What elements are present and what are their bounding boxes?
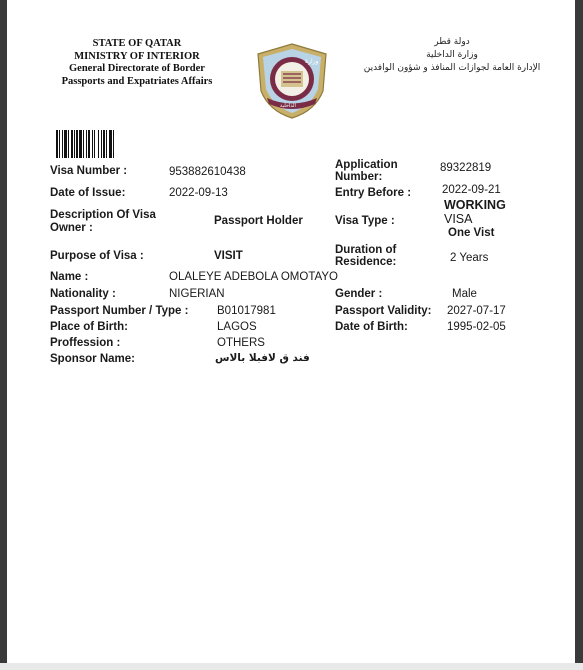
barcode-bar bbox=[88, 130, 90, 158]
application-number-label-1: Application bbox=[335, 159, 398, 171]
header-left-english bbox=[57, 38, 217, 88]
barcode-bar bbox=[109, 130, 112, 158]
barcode-bar bbox=[71, 130, 73, 158]
barcode-bar bbox=[106, 130, 107, 158]
header-state: STATE OF QATAR bbox=[92, 38, 182, 49]
entry-before-value: 2022-09-21 bbox=[442, 184, 501, 196]
nationality-value: NIGERIAN bbox=[169, 288, 225, 300]
barcode-bar bbox=[92, 130, 93, 158]
emblem-text-bottom: الداخلية bbox=[280, 103, 296, 109]
visa-type-value-1: WORKING bbox=[444, 198, 506, 212]
barcode-bar bbox=[59, 130, 60, 158]
application-number-label-2: Number: bbox=[335, 171, 383, 183]
passport-number-label: Passport Number / Type : bbox=[50, 305, 189, 317]
visa-type-value-2: VISA bbox=[444, 212, 473, 226]
barcode-bar bbox=[113, 130, 114, 158]
header-directorate: General Directorate of Border bbox=[69, 63, 205, 74]
date-of-birth-label: Date of Birth: bbox=[335, 321, 408, 333]
header-ministry-ar: وزارة الداخلية bbox=[426, 50, 478, 60]
description-owner-label-1: Description Of Visa bbox=[50, 209, 156, 221]
visa-document-page bbox=[7, 0, 575, 665]
page-footer-strip bbox=[0, 663, 583, 670]
barcode-bar bbox=[103, 130, 105, 158]
nationality-label: Nationality : bbox=[50, 288, 116, 300]
header-department: Passports and Expatriates Affairs bbox=[61, 75, 213, 87]
barcode-bar bbox=[68, 130, 69, 158]
barcode-bar bbox=[94, 130, 95, 158]
header-department-ar: الإدارة العامة لجوازات المنافذ و شؤون الوافدين bbox=[363, 63, 541, 73]
place-of-birth-value: LAGOS bbox=[217, 321, 257, 333]
purpose-of-visa-value: VISIT bbox=[214, 250, 243, 262]
emblem-text-top: وزارة bbox=[305, 58, 319, 65]
passport-validity-label: Passport Validity: bbox=[335, 305, 432, 317]
barcode bbox=[56, 130, 136, 158]
gender-value: Male bbox=[452, 288, 477, 300]
visa-type-label: Visa Type : bbox=[335, 215, 395, 227]
entry-before-label: Entry Before : bbox=[335, 187, 412, 199]
duration-value: 2 Years bbox=[450, 252, 489, 264]
profession-label: Proffession : bbox=[50, 337, 121, 349]
barcode-bar bbox=[76, 130, 78, 158]
passport-number-value: B01017981 bbox=[217, 305, 276, 317]
sponsor-name-value: فند ق لافبلا بالاس bbox=[215, 352, 310, 364]
duration-label-2: Residence: bbox=[335, 256, 397, 268]
ministry-emblem-icon bbox=[253, 41, 331, 121]
barcode-bar bbox=[62, 130, 63, 158]
barcode-bar bbox=[98, 130, 99, 158]
name-label: Name : bbox=[50, 271, 89, 283]
barcode-bar bbox=[64, 130, 67, 158]
date-of-birth-value: 1995-02-05 bbox=[447, 321, 506, 333]
header-ministry: MINISTRY OF INTERIOR bbox=[74, 50, 200, 62]
place-of-birth-label: Place of Birth: bbox=[50, 321, 128, 333]
description-owner-value: Passport Holder bbox=[214, 215, 303, 227]
purpose-of-visa-label: Purpose of Visa : bbox=[50, 250, 144, 262]
gender-label: Gender : bbox=[335, 288, 383, 300]
barcode-bar bbox=[86, 130, 87, 158]
barcode-bar bbox=[56, 130, 58, 158]
sponsor-name-label: Sponsor Name: bbox=[50, 353, 135, 365]
header-right-arabic bbox=[357, 36, 547, 75]
description-owner-label-2: Owner : bbox=[50, 222, 93, 234]
date-of-issue-label: Date of Issue: bbox=[50, 187, 126, 199]
header-state-ar: دولة قطر bbox=[434, 37, 470, 47]
visa-number-label: Visa Number : bbox=[50, 165, 128, 177]
profession-value: OTHERS bbox=[217, 337, 265, 349]
barcode-bar bbox=[79, 130, 82, 158]
visa-type-value-3: One Vist bbox=[448, 227, 495, 239]
barcode-bar bbox=[83, 130, 84, 158]
duration-label-1: Duration of bbox=[335, 244, 397, 256]
date-of-issue-value: 2022-09-13 bbox=[169, 187, 228, 199]
passport-validity-value: 2027-07-17 bbox=[447, 305, 506, 317]
visa-number-value: 953882610438 bbox=[169, 166, 246, 178]
barcode-bar bbox=[101, 130, 102, 158]
application-number-value: 89322819 bbox=[440, 162, 492, 174]
barcode-bar bbox=[74, 130, 75, 158]
name-value: OLALEYE ADEBOLA OMOTAYO bbox=[169, 271, 338, 283]
